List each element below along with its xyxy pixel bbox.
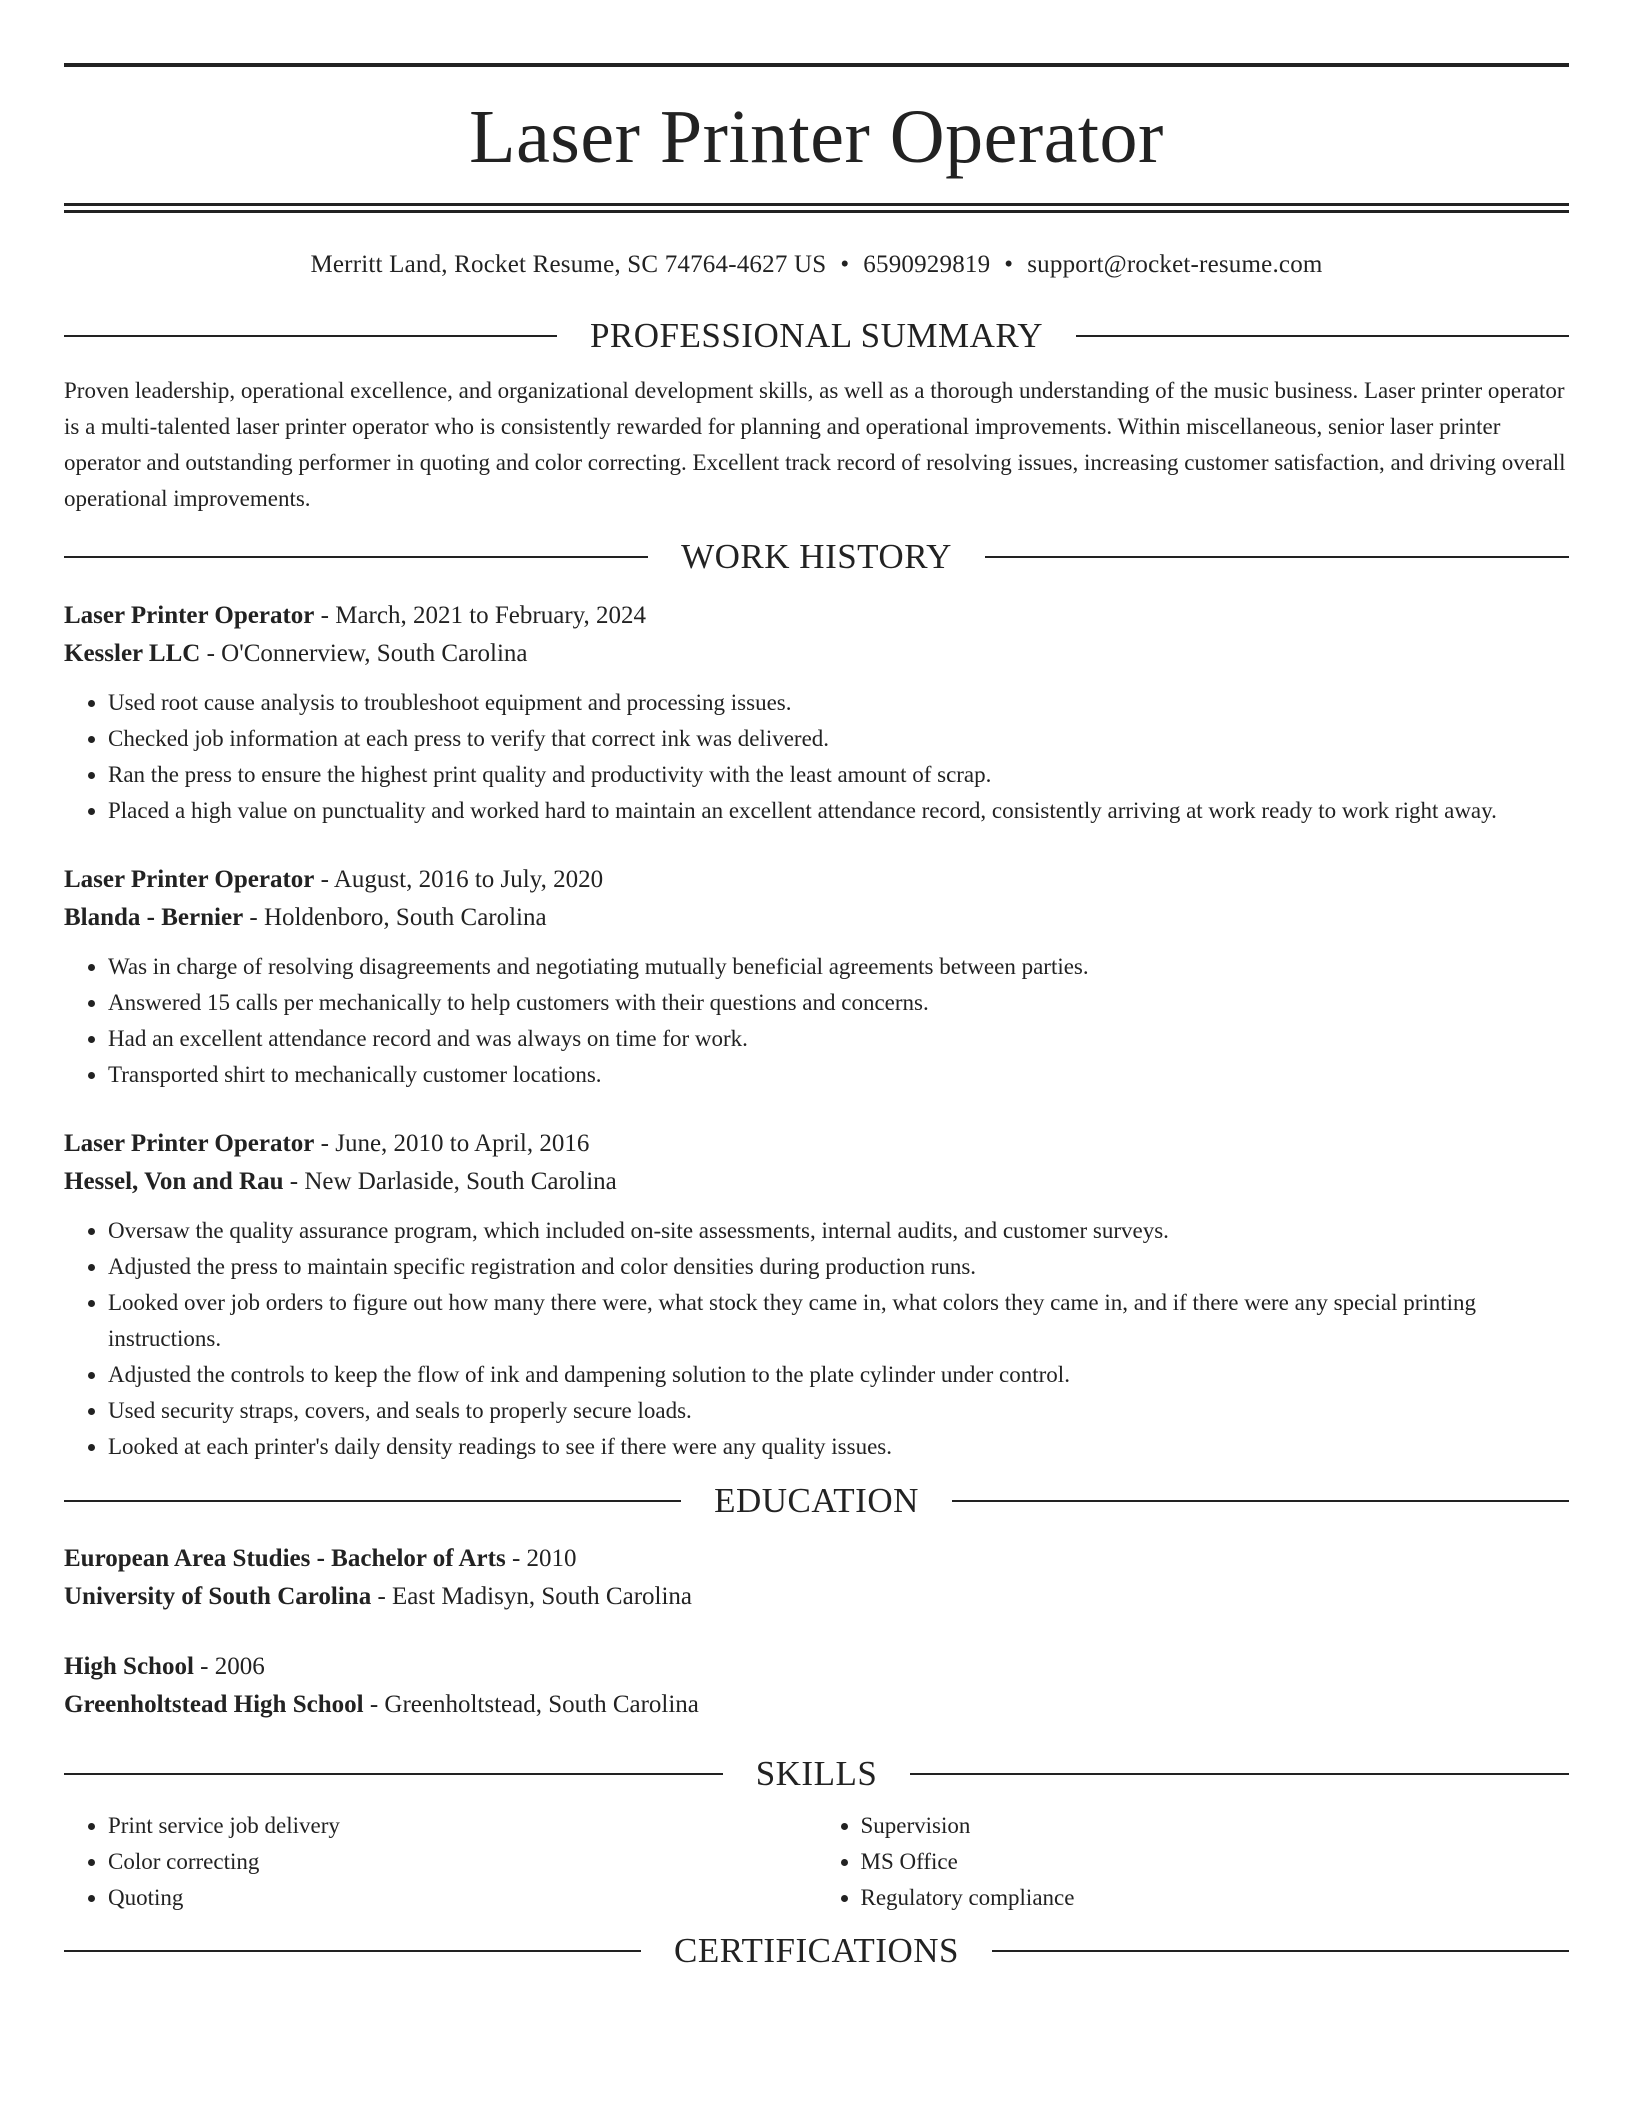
heading-rule-right bbox=[1076, 335, 1569, 337]
job-location: - Holdenboro, South Carolina bbox=[243, 904, 547, 931]
job-dates: - March, 2021 to February, 2024 bbox=[314, 602, 647, 629]
school-location: - East Madisyn, South Carolina bbox=[371, 1583, 693, 1610]
section-title: EDUCATION bbox=[714, 1481, 919, 1520]
education-entry bbox=[64, 1540, 1569, 1616]
degree-name: European Area Studies - Bachelor of Arts bbox=[64, 1545, 506, 1572]
list-item: • Oversaw the quality assurance program, which included on-site assessments, internal audits, and customer surveys. bbox=[108, 1213, 1569, 1249]
contact-separator: • bbox=[1004, 251, 1014, 278]
degree-line bbox=[64, 1648, 1569, 1686]
school-location: - Greenholtstead, South Carolina bbox=[363, 1691, 699, 1718]
section-heading-certifications bbox=[64, 1929, 1569, 1973]
job-title: Laser Printer Operator bbox=[64, 866, 315, 893]
job-title-line bbox=[64, 1125, 1569, 1163]
job-company-line bbox=[64, 899, 1569, 937]
degree-year: - 2006 bbox=[193, 1653, 265, 1680]
resume-title: Laser Printer Operator bbox=[469, 95, 1164, 179]
top-rule bbox=[64, 63, 1569, 67]
list-item: • Print service job delivery bbox=[108, 1808, 817, 1844]
school-line bbox=[64, 1686, 1569, 1724]
heading-rule-right bbox=[992, 1950, 1569, 1952]
job-location: - New Darlaside, South Carolina bbox=[283, 1168, 617, 1195]
job-entry bbox=[64, 597, 1569, 829]
section-title: SKILLS bbox=[755, 1754, 878, 1793]
education-entry bbox=[64, 1648, 1569, 1724]
degree-name: High School bbox=[64, 1653, 194, 1680]
degree-line bbox=[64, 1540, 1569, 1578]
job-title-line bbox=[64, 861, 1569, 899]
job-location: - O'Connerview, South Carolina bbox=[200, 640, 528, 667]
job-bullets bbox=[64, 685, 1569, 829]
heading-rule-right bbox=[910, 1773, 1569, 1775]
skills-left-list bbox=[64, 1808, 817, 1916]
heading-rule-left bbox=[64, 1773, 723, 1775]
heading-rule-left bbox=[64, 335, 557, 337]
summary-text: Proven leadership, operational excellence, and organizational development skills, as well as a thorough understanding of the music business. Laser printer operator is a multi-talented laser printer operator who is consistently rewarded for planning and operational improvements. Within miscellaneous, senior laser printer operator and outstanding performer in quoting and color correcting. Excellent track record of resolving issues, increasing customer satisfaction, and driving overall operational improvements. bbox=[64, 378, 1566, 511]
skills-right-list bbox=[817, 1808, 1570, 1916]
list-item: • Looked at each printer's daily density readings to see if there were any quality issues. bbox=[108, 1429, 1569, 1465]
list-item: • Quoting bbox=[108, 1880, 817, 1916]
school-line bbox=[64, 1578, 1569, 1616]
job-company: Hessel, Von and Rau bbox=[64, 1168, 284, 1195]
contact-phone: 6590929819 bbox=[863, 251, 991, 278]
skills-columns bbox=[64, 1808, 1569, 1916]
list-item: • Regulatory compliance bbox=[861, 1880, 1570, 1916]
list-item: • MS Office bbox=[861, 1844, 1570, 1880]
list-item: • Answered 15 calls per mechanically to help customers with their questions and concerns. bbox=[108, 985, 1569, 1021]
job-title: Laser Printer Operator bbox=[64, 1130, 315, 1157]
job-bullets bbox=[64, 949, 1569, 1093]
list-item: • Placed a high value on punctuality and worked hard to maintain an excellent attendance record, consistently arriving at work ready to work right away. bbox=[108, 793, 1569, 829]
job-title: Laser Printer Operator bbox=[64, 602, 315, 629]
job-company: Kessler LLC bbox=[64, 640, 201, 667]
list-item: • Used root cause analysis to troubleshoot equipment and processing issues. bbox=[108, 685, 1569, 721]
heading-rule-left bbox=[64, 556, 648, 558]
list-item: • Adjusted the press to maintain specific registration and color densities during production runs. bbox=[108, 1249, 1569, 1285]
section-title: CERTIFICATIONS bbox=[674, 1931, 959, 1970]
section-heading-skills bbox=[64, 1752, 1569, 1796]
job-company-line bbox=[64, 1163, 1569, 1201]
list-item: • Supervision bbox=[861, 1808, 1570, 1844]
heading-rule-right bbox=[985, 556, 1569, 558]
section-heading-education bbox=[64, 1479, 1569, 1523]
job-dates: - August, 2016 to July, 2020 bbox=[314, 866, 604, 893]
section-heading-summary bbox=[64, 314, 1569, 358]
contact-address: Merritt Land, Rocket Resume, SC 74764-4627 US bbox=[310, 251, 827, 278]
school-name: Greenholtstead High School bbox=[64, 1691, 364, 1718]
job-company-line bbox=[64, 635, 1569, 673]
job-title-line bbox=[64, 597, 1569, 635]
list-item: • Adjusted the controls to keep the flow of ink and dampening solution to the plate cylinder under control. bbox=[108, 1357, 1569, 1393]
contact-line bbox=[64, 248, 1569, 282]
list-item: • Looked over job orders to figure out how many there were, what stock they came in, what colors they came in, and if there were any special printing instructions. bbox=[108, 1285, 1569, 1357]
heading-rule-left bbox=[64, 1950, 641, 1952]
section-heading-work bbox=[64, 535, 1569, 579]
list-item: • Had an excellent attendance record and was always on time for work. bbox=[108, 1021, 1569, 1057]
section-title: PROFESSIONAL SUMMARY bbox=[589, 316, 1044, 355]
resume-content bbox=[64, 63, 1569, 1973]
heading-rule-right bbox=[952, 1500, 1569, 1502]
list-item: • Was in charge of resolving disagreements and negotiating mutually beneficial agreements between parties. bbox=[108, 949, 1569, 985]
heading-rule-left bbox=[64, 1500, 681, 1502]
title-double-rule bbox=[64, 203, 1569, 213]
contact-separator: • bbox=[840, 251, 850, 278]
school-name: University of South Carolina bbox=[64, 1583, 372, 1610]
job-entry bbox=[64, 1125, 1569, 1465]
job-bullets bbox=[64, 1213, 1569, 1465]
job-entry bbox=[64, 861, 1569, 1093]
list-item: • Color correcting bbox=[108, 1844, 817, 1880]
list-item: • Ran the press to ensure the highest print quality and productivity with the least amount of scrap. bbox=[108, 757, 1569, 793]
section-title: WORK HISTORY bbox=[681, 537, 952, 576]
degree-year: - 2010 bbox=[505, 1545, 577, 1572]
list-item: • Used security straps, covers, and seals to properly secure loads. bbox=[108, 1393, 1569, 1429]
job-dates: - June, 2010 to April, 2016 bbox=[314, 1130, 590, 1157]
list-item: • Transported shirt to mechanically customer locations. bbox=[108, 1057, 1569, 1093]
contact-email: support@rocket-resume.com bbox=[1027, 251, 1323, 278]
job-company: Blanda - Bernier bbox=[64, 904, 244, 931]
list-item: • Checked job information at each press to verify that correct ink was delivered. bbox=[108, 721, 1569, 757]
